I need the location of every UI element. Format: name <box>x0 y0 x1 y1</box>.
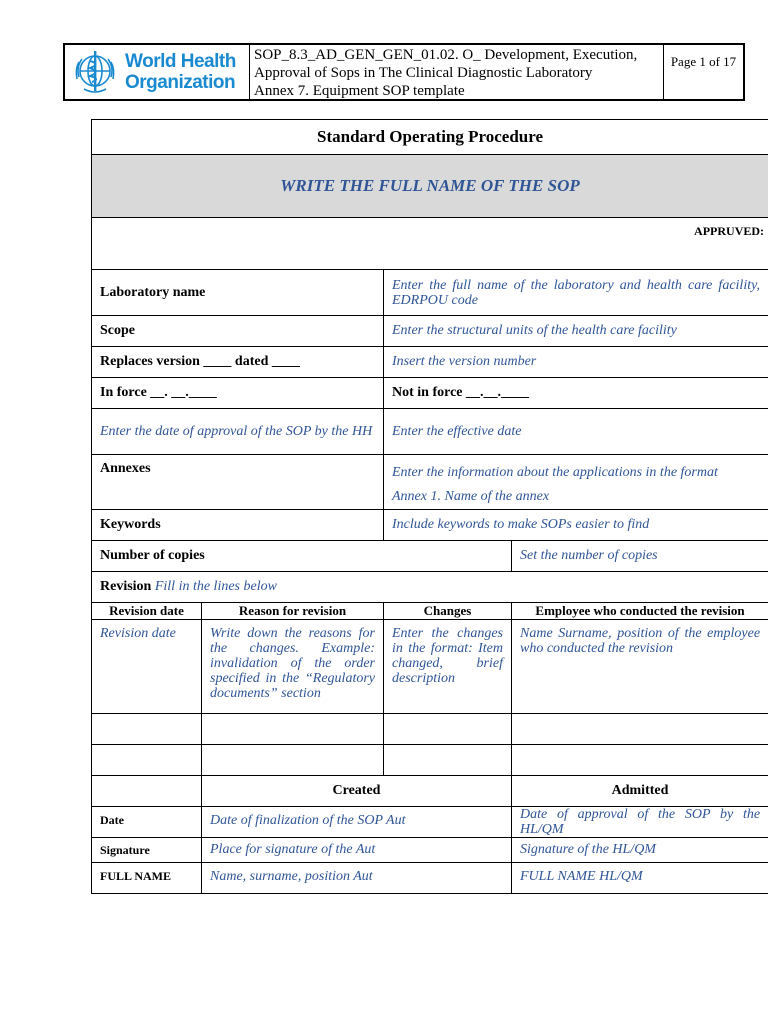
date-label: Date <box>92 807 202 838</box>
not-in-force-label: Not in force __.__.____ <box>384 378 768 409</box>
title-line-3: Annex 7. Equipment SOP template <box>254 83 465 99</box>
replaces-label: Replaces version ____ dated ____ <box>92 347 384 378</box>
sop-form-table <box>91 119 768 894</box>
created-heading: Created <box>202 776 512 807</box>
table-row <box>92 714 768 745</box>
scope-field[interactable]: Enter the structural units of the health care facility <box>384 316 768 347</box>
scope-label: Scope <box>92 316 384 347</box>
annexes-hint: Enter the information about the applications in the format <box>392 465 718 480</box>
signoff-header-row <box>92 776 768 807</box>
signature-admitted-field[interactable]: Signature of the HL/QM <box>512 838 768 863</box>
form-title: Standard Operating Procedure <box>92 120 768 155</box>
scope-row <box>92 316 768 347</box>
empty-cell[interactable] <box>384 745 512 776</box>
revision-label: Revision <box>100 579 152 594</box>
annexes-label: Annexes <box>92 455 384 510</box>
fullname-created-field[interactable]: Name, surname, position Aut <box>202 863 512 894</box>
keywords-field[interactable]: Include keywords to make SOPs easier to find <box>384 510 768 541</box>
col-changes: Changes <box>384 603 512 620</box>
col-revision-date: Revision date <box>92 603 202 620</box>
sop-name-row <box>92 155 768 218</box>
who-logo <box>65 45 250 99</box>
approved-row <box>92 218 768 270</box>
annexes-example: Annex 1. Name of the annex <box>392 489 550 504</box>
empty-cell[interactable] <box>512 745 768 776</box>
effective-date-field[interactable]: Enter the effective date <box>384 409 768 455</box>
table-row <box>92 620 768 714</box>
empty-cell[interactable] <box>92 714 202 745</box>
annexes-field[interactable] <box>384 455 768 510</box>
lab-row <box>92 270 768 316</box>
version-field[interactable]: Insert the version number <box>384 347 768 378</box>
empty-cell[interactable] <box>384 714 512 745</box>
col-employee: Employee who conducted the revision <box>512 603 768 620</box>
who-emblem-icon <box>70 47 120 97</box>
date-admitted-field[interactable]: Date of approval of the SOP by the HL/QM <box>512 807 768 838</box>
signoff-date-row <box>92 807 768 838</box>
sop-name-field[interactable]: WRITE THE FULL NAME OF THE SOP <box>92 155 768 218</box>
title-line-2: Approval of Sops in The Clinical Diagnostic Laboratory <box>254 65 593 81</box>
revision-heading-row <box>92 572 768 603</box>
replaces-row <box>92 347 768 378</box>
document-title <box>250 45 664 99</box>
logo-line-2: Organization <box>125 72 236 93</box>
dates-row <box>92 409 768 455</box>
title-line-1: SOP_8.3_AD_GEN_GEN_01.02. O_ Development, Execution, <box>254 47 638 63</box>
empty-cell <box>92 776 202 807</box>
force-row <box>92 378 768 409</box>
approved-label: APPRUVED: <box>92 218 768 270</box>
logo-line-1: World Health <box>125 51 236 72</box>
empty-cell[interactable] <box>202 714 384 745</box>
in-force-label: In force __. __.____ <box>92 378 384 409</box>
revision-date-field[interactable]: Revision date <box>92 620 202 714</box>
empty-cell[interactable] <box>512 714 768 745</box>
copies-row <box>92 541 768 572</box>
revision-header-row <box>92 603 768 620</box>
revision-heading <box>92 572 768 603</box>
logo-wordmark <box>125 51 236 93</box>
signature-label: Signature <box>92 838 202 863</box>
fullname-label: FULL NAME <box>92 863 202 894</box>
date-created-field[interactable]: Date of finalization of the SOP Aut <box>202 807 512 838</box>
copies-field[interactable]: Set the number of copies <box>512 541 768 572</box>
col-reason: Reason for revision <box>202 603 384 620</box>
changes-field[interactable]: Enter the changes in the format: Item changed, brief description <box>384 620 512 714</box>
signoff-fullname-row <box>92 863 768 894</box>
signature-created-field[interactable]: Place for signature of the Aut <box>202 838 512 863</box>
approval-date-field[interactable]: Enter the date of approval of the SOP by the HH <box>92 409 384 455</box>
admitted-heading: Admitted <box>512 776 768 807</box>
annexes-row <box>92 455 768 510</box>
fullname-admitted-field[interactable]: FULL NAME HL/QM <box>512 863 768 894</box>
empty-cell[interactable] <box>92 745 202 776</box>
empty-cell[interactable] <box>202 745 384 776</box>
title-row <box>92 120 768 155</box>
copies-label: Number of copies <box>92 541 512 572</box>
keywords-row <box>92 510 768 541</box>
table-row <box>92 745 768 776</box>
revision-hint: Fill in the lines below <box>154 579 277 594</box>
keywords-label: Keywords <box>92 510 384 541</box>
lab-field[interactable]: Enter the full name of the laboratory and health care facility, EDRPOU code <box>384 270 768 316</box>
reason-field[interactable]: Write down the reasons for the changes. Example: invalidation of the order specified in the “Regulatory documents” section <box>202 620 384 714</box>
page-number: Page 1 of 17 <box>670 54 737 69</box>
employee-field[interactable]: Name Surname, position of the employee who conducted the revision <box>512 620 768 714</box>
signoff-signature-row <box>92 838 768 863</box>
document-header <box>63 43 745 101</box>
lab-label: Laboratory name <box>92 270 384 316</box>
